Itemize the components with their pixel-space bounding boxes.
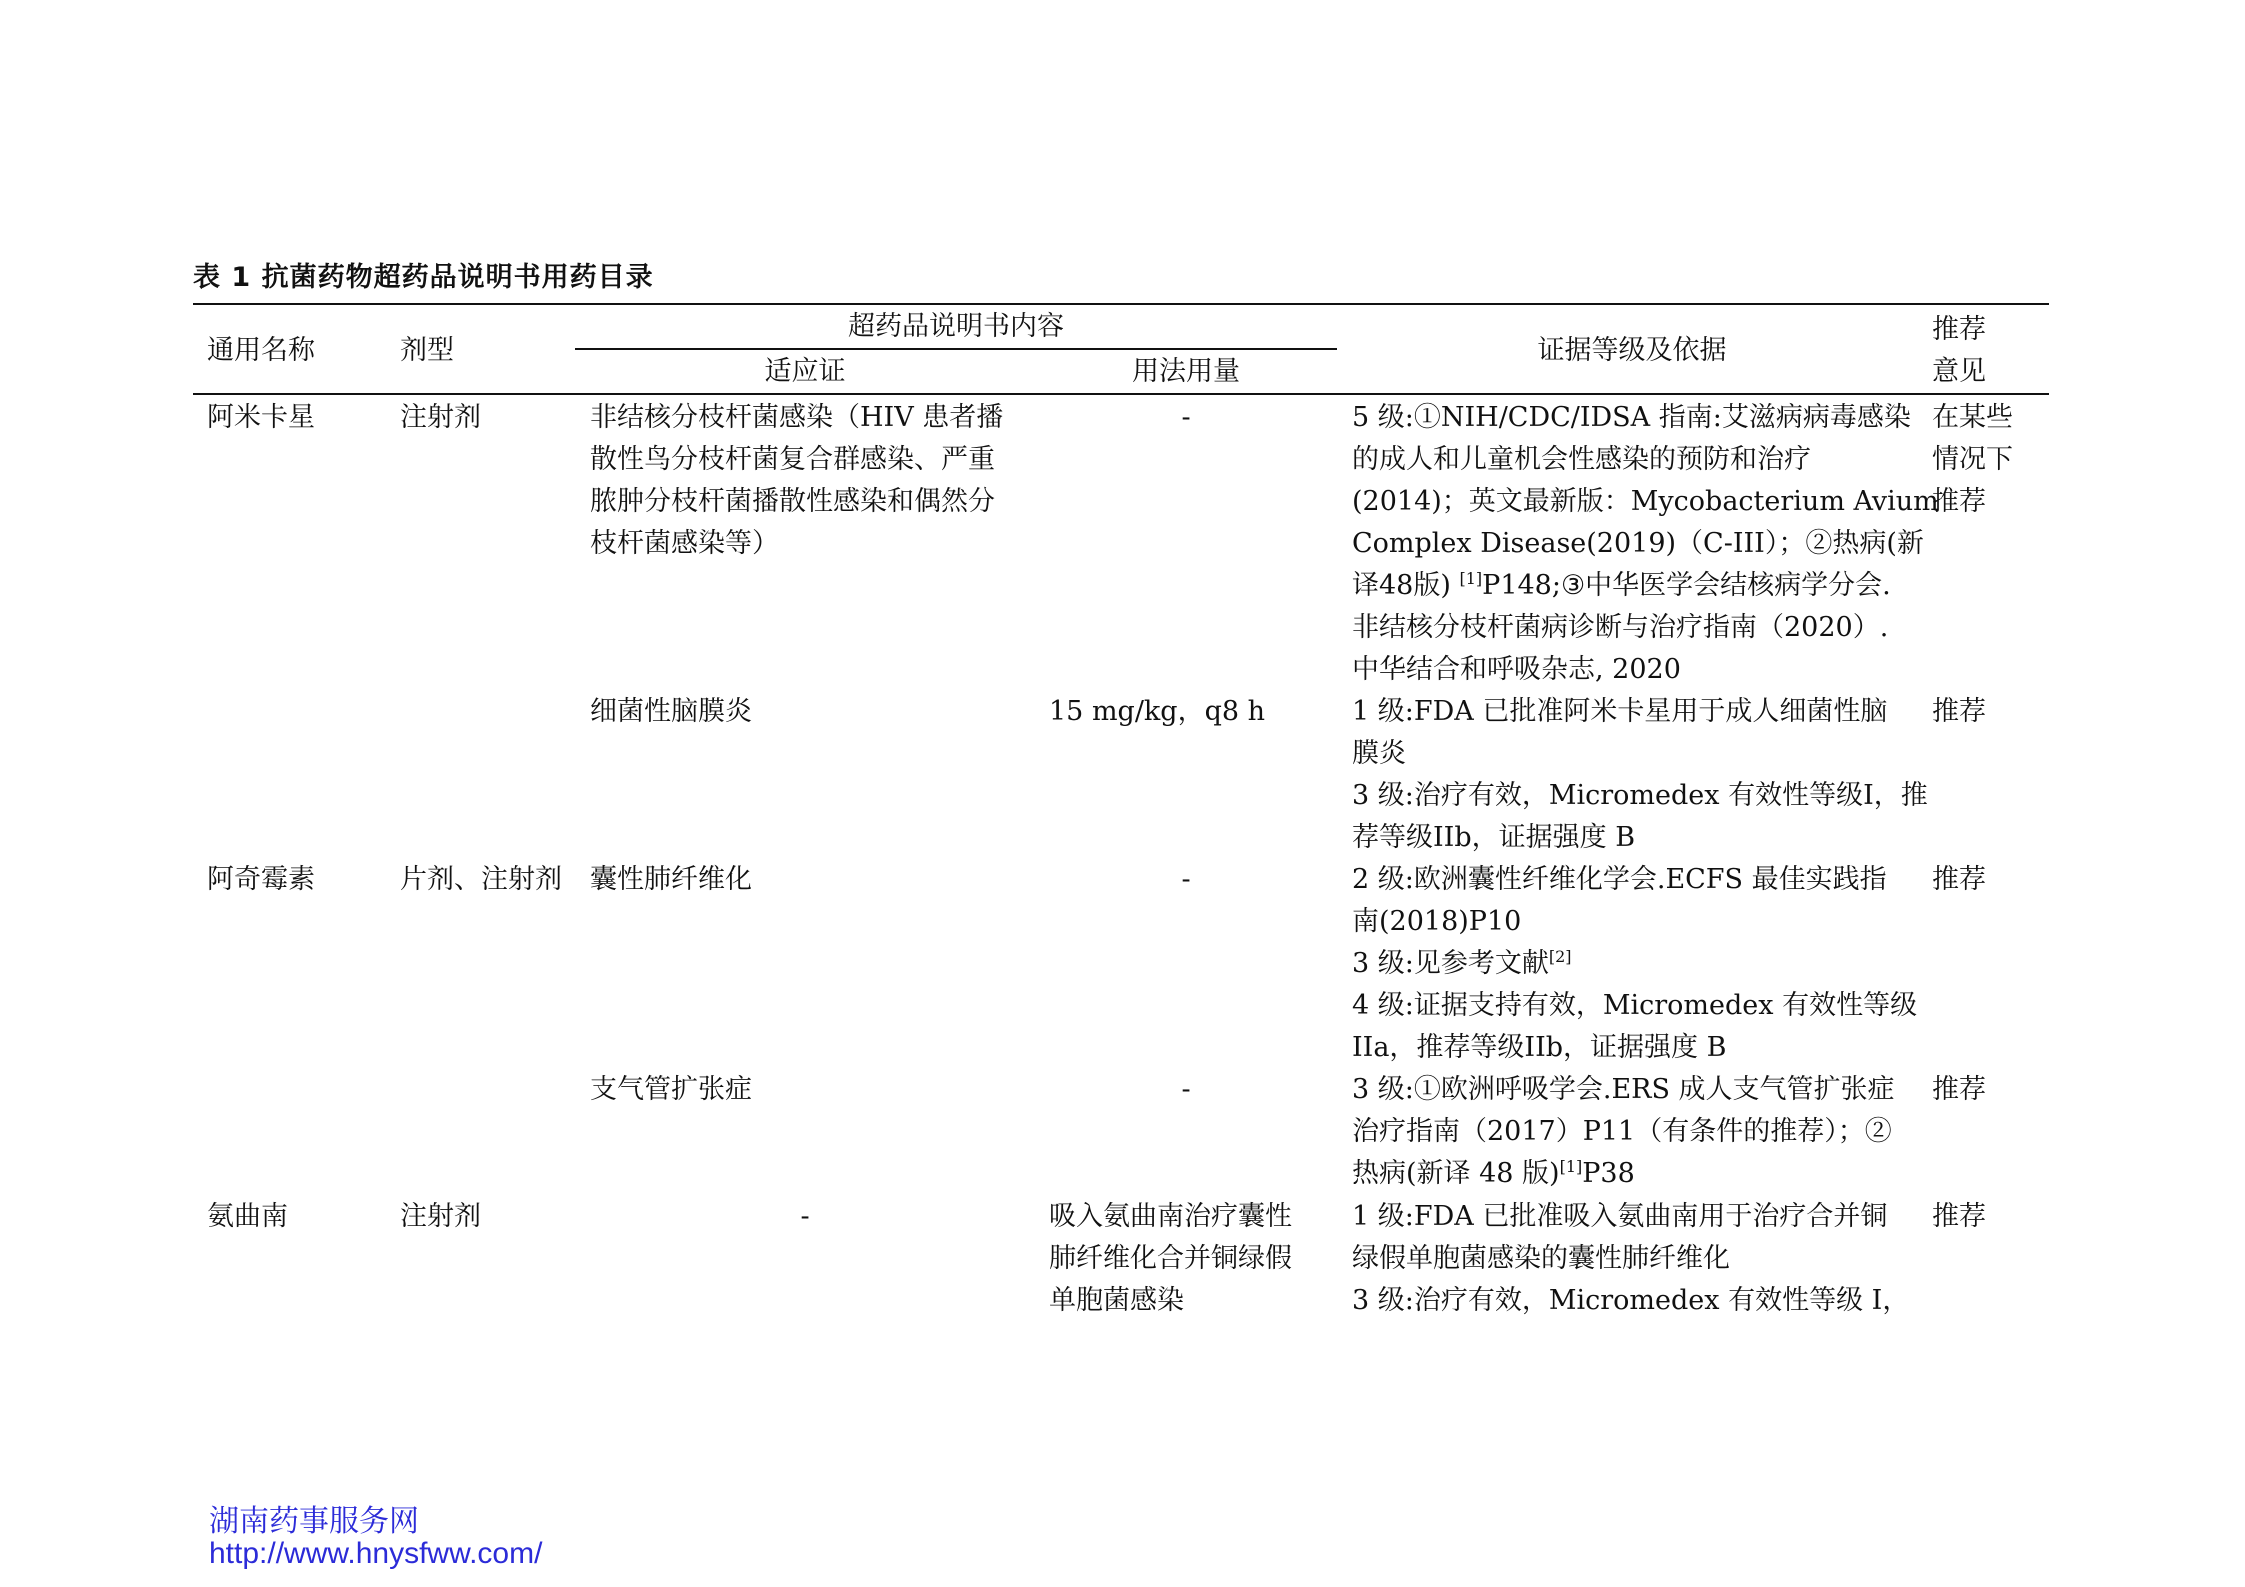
row5-usage	[1049, 1196, 1292, 1322]
row4-evidence-line3	[1352, 1153, 1895, 1195]
row5-usage-line1: 吸入氨曲南治疗囊性	[1049, 1201, 1292, 1232]
row4-evidence	[1352, 1069, 1895, 1195]
row1-recommend-line2: 情况下	[1932, 444, 2013, 475]
row3-evidence-line3	[1352, 943, 1917, 985]
row3-evidence	[1352, 859, 1917, 1069]
row2-evidence-line4: 荐等级IIb，证据强度 B	[1352, 822, 1636, 853]
row1-evidence-line2: 的成人和儿童机会性感染的预防和治疗	[1352, 444, 1811, 475]
row3-evidence-line4: 4 级:证据支持有效，Micromedex 有效性等级	[1352, 990, 1918, 1021]
table-header-rule	[193, 393, 2049, 395]
row5-evidence-line3: 3 级:治疗有效，Micromedex 有效性等级 I，	[1352, 1285, 1910, 1316]
row1-usage: -	[1181, 402, 1191, 433]
row3-recommend: 推荐	[1932, 864, 1986, 895]
row2-evidence-line1: 1 级:FDA 已批准阿米卡星用于成人细菌性脑	[1352, 696, 1888, 727]
row4-evidence-line2: 治疗指南（2017）P11（有条件的推荐）；②	[1352, 1116, 1892, 1147]
row5-usage-line3: 单胞菌感染	[1049, 1285, 1184, 1316]
header-generic-name: 通用名称	[207, 335, 315, 366]
row1-evidence	[1352, 397, 1939, 691]
row4-evidence-line3-b: P38	[1582, 1158, 1635, 1189]
row1-evidence-line6: 非结核分枝杆菌病诊断与治疗指南（2020）.	[1352, 612, 1889, 643]
row4-evidence-ref1: [1]	[1559, 1157, 1583, 1176]
row2-evidence	[1352, 691, 1928, 859]
row1-indication-line4: 枝杆菌感染等）	[590, 528, 779, 559]
row5-name: 氨曲南	[207, 1201, 288, 1232]
header-recommend-line1: 推荐	[1932, 314, 1986, 345]
row5-recommend: 推荐	[1932, 1201, 1986, 1232]
row3-usage: -	[1181, 864, 1191, 895]
table-top-rule	[193, 303, 2049, 305]
header-offlabel-group: 超药品说明书内容	[848, 311, 1064, 342]
row5-usage-line2: 肺纤维化合并铜绿假	[1049, 1243, 1292, 1274]
row1-indication-line2: 散性鸟分枝杆菌复合群感染、严重	[590, 444, 995, 475]
header-recommend-line2: 意见	[1932, 356, 1986, 387]
footer-site-name: 湖南药事服务网	[209, 1504, 419, 1539]
row1-evidence-line3: (2014)；英文最新版：Mycobacterium Avium	[1352, 486, 1939, 517]
row4-usage: -	[1181, 1074, 1191, 1105]
row1-form: 注射剂	[400, 402, 481, 433]
row5-evidence-line2: 绿假单胞菌感染的囊性肺纤维化	[1352, 1243, 1730, 1274]
row2-recommend: 推荐	[1932, 696, 1986, 727]
row1-evidence-line4: Complex Disease(2019)（C-III）；②热病(新	[1352, 528, 1924, 559]
header-usage: 用法用量	[1132, 356, 1240, 387]
row1-indication-line3: 脓肿分枝杆菌播散性感染和偶然分	[590, 486, 995, 517]
row1-evidence-ref1: [1]	[1459, 569, 1483, 588]
row1-recommend-line3: 推荐	[1932, 486, 1986, 517]
row1-evidence-line5	[1352, 565, 1939, 607]
row1-recommend-line1: 在某些	[1932, 402, 2013, 433]
row3-evidence-ref2: [2]	[1548, 947, 1572, 966]
row2-usage: 15 mg/kg，q8 h	[1049, 696, 1265, 727]
row5-evidence	[1352, 1196, 1909, 1322]
row1-evidence-line1: 5 级:①NIH/CDC/IDSA 指南:艾滋病病毒感染	[1352, 402, 1911, 433]
row5-indication: -	[800, 1201, 810, 1232]
table-caption: 表 1 抗菌药物超药品说明书用药目录	[193, 262, 654, 293]
row1-evidence-line5-a: 译48版)	[1352, 570, 1451, 601]
row2-evidence-line2: 膜炎	[1352, 738, 1406, 769]
row3-evidence-line3-a: 3 级:见参考文献	[1352, 948, 1549, 979]
row1-name: 阿米卡星	[207, 402, 315, 433]
row3-form: 片剂、注射剂	[400, 864, 562, 895]
row3-evidence-line1: 2 级:欧洲囊性纤维化学会.ECFS 最佳实践指	[1352, 864, 1887, 895]
row4-recommend: 推荐	[1932, 1074, 1986, 1105]
row4-indication: 支气管扩张症	[590, 1074, 752, 1105]
row2-evidence-line3: 3 级:治疗有效，Micromedex 有效性等级I，推	[1352, 780, 1928, 811]
footer-url-link[interactable]: http://www.hnysfww.com/	[209, 1537, 543, 1570]
header-dosage-form: 剂型	[400, 335, 454, 366]
header-indication: 适应证	[764, 356, 846, 387]
row5-form: 注射剂	[400, 1201, 481, 1232]
row4-evidence-line3-a: 热病(新译 48 版)	[1352, 1158, 1560, 1189]
row1-evidence-line7: 中华结合和呼吸杂志, 2020	[1352, 654, 1681, 685]
row4-evidence-line1: 3 级:①欧洲呼吸学会.ERS 成人支气管扩张症	[1352, 1074, 1895, 1105]
row1-evidence-line5-b: P148;③中华医学会结核病学分会.	[1482, 570, 1891, 601]
row1-indication-line1: 非结核分枝杆菌感染（HIV 患者播	[590, 402, 1004, 433]
header-evidence: 证据等级及依据	[1537, 335, 1727, 366]
row3-indication: 囊性肺纤维化	[590, 864, 752, 895]
row2-indication: 细菌性脑膜炎	[590, 696, 752, 727]
row3-evidence-line5: IIa，推荐等级IIb，证据强度 B	[1352, 1032, 1727, 1063]
row3-name: 阿奇霉素	[207, 864, 315, 895]
group-header-rule	[575, 348, 1337, 350]
row1-recommend	[1932, 397, 2013, 523]
row5-evidence-line1: 1 级:FDA 已批准吸入氨曲南用于治疗合并铜	[1352, 1201, 1888, 1232]
row3-evidence-line2: 南(2018)P10	[1352, 906, 1522, 937]
row1-indication	[590, 397, 1003, 565]
